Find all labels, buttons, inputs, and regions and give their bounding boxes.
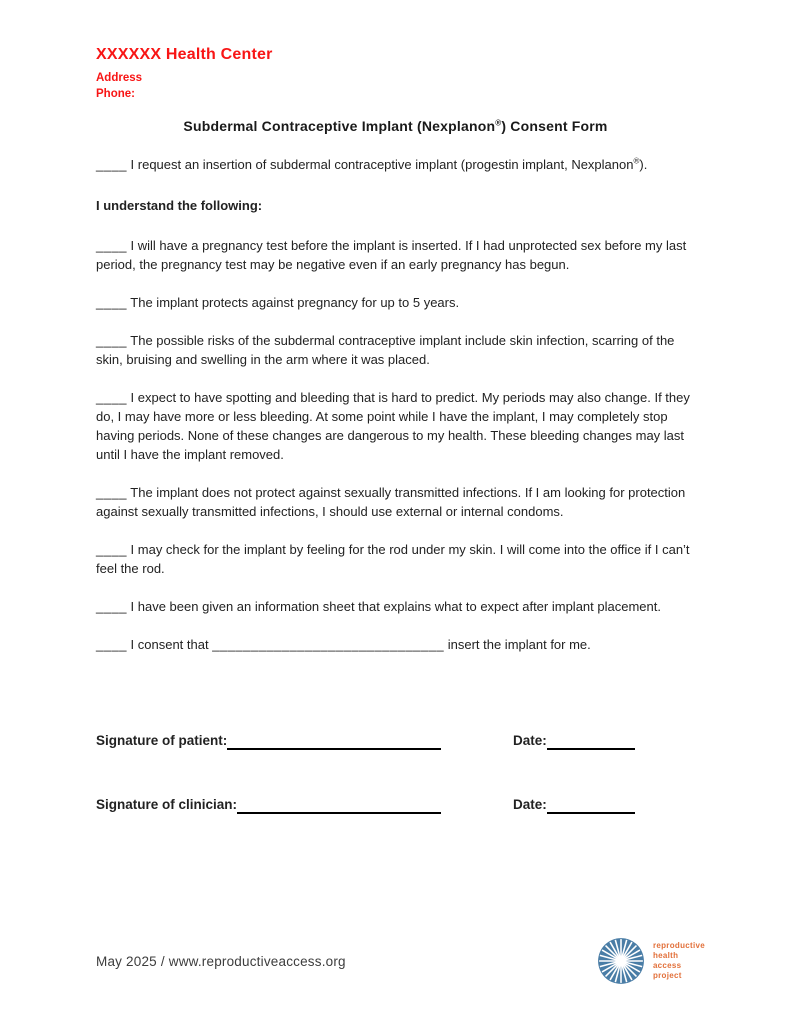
clinician-signature-line[interactable] [237, 800, 441, 814]
clinician-signature-row [96, 795, 704, 814]
date-label: Date: [513, 797, 547, 812]
statement-pregnancy-test [96, 236, 704, 274]
form-title [0, 118, 791, 134]
initials-blank[interactable]: ____ [96, 157, 127, 172]
form-title-text: Subdermal Contraceptive Implant (Nexplanon [183, 118, 496, 134]
patient-date-line[interactable] [547, 736, 635, 750]
initials-blank[interactable]: ____ [96, 542, 127, 557]
signature-section [96, 731, 704, 814]
statement-text: I have been given an information sheet that explains what to expect after implant placement. [126, 599, 661, 614]
initials-blank[interactable]: ____ [96, 333, 127, 348]
footer-text: May 2025 / www.reproductiveaccess.org [96, 953, 346, 969]
clinic-phone: Phone: [96, 88, 135, 100]
statement-information-sheet [96, 597, 704, 616]
registered-mark: ® [495, 118, 502, 128]
form-title-suffix: ) Consent Form [501, 118, 608, 134]
initials-blank[interactable]: ____ [96, 637, 127, 652]
logo-word: reproductive [652, 941, 705, 950]
patient-date-field [513, 731, 635, 750]
logo-wordmark [653, 941, 705, 981]
consent-statement [96, 635, 704, 654]
registered-mark: ® [633, 156, 640, 166]
logo-word: health [652, 951, 679, 960]
statement-text: The possible risks of the subdermal contraceptive implant include skin infection, scarring of the skin, bruising and swelling in the arm where it was placed. [96, 333, 675, 367]
initials-blank[interactable]: ____ [96, 599, 127, 614]
clinician-signature-field [96, 795, 441, 814]
form-body [96, 155, 704, 859]
request-text-suffix: ). [639, 157, 648, 172]
clinician-date-line[interactable] [547, 800, 635, 814]
initials-blank[interactable]: ____ [96, 485, 127, 500]
request-statement [96, 155, 704, 174]
patient-signature-line[interactable] [227, 736, 441, 750]
statement-text: I expect to have spotting and bleeding that is hard to predict. My periods may also change. If they do, I may have more or less bleeding. At some point while I have the implant, I may completely stop having periods. None of these changes are dangerous to my health. These bleeding changes may last until I have the implant removed. [96, 390, 690, 462]
initials-blank[interactable]: ____ [96, 238, 127, 253]
starburst-logo-icon [596, 936, 646, 986]
page-footer [96, 936, 705, 986]
patient-signature-label: Signature of patient: [96, 733, 228, 748]
statement-text: The implant protects against pregnancy for up to 5 years. [126, 295, 460, 310]
clinic-name: XXXXXX Health Center [96, 46, 273, 63]
statement-possible-risks [96, 331, 704, 369]
statement-text: I will have a pregnancy test before the implant is inserted. If I had unprotected sex before my last period, the pregnancy test may be negative even if an early pregnancy has begun. [96, 238, 687, 272]
consent-text: I consent that [126, 637, 213, 652]
statement-text: I may check for the implant by feeling for the rod under my skin. I will come into the office if I can’t feel the rod. [96, 542, 690, 576]
statement-sti-protection [96, 483, 704, 521]
request-text: I request an insertion of subdermal contraceptive implant (progestin implant, Nexplanon [126, 157, 634, 172]
logo-word: access [652, 961, 682, 970]
initials-blank[interactable]: ____ [96, 390, 127, 405]
patient-signature-row [96, 731, 704, 750]
rhap-logo [596, 936, 705, 986]
statement-check-rod [96, 540, 704, 578]
initials-blank[interactable]: ____ [96, 295, 127, 310]
clinic-address: Address [96, 72, 143, 84]
statement-protection-duration [96, 293, 704, 312]
statement-bleeding-changes [96, 388, 704, 464]
understand-heading: I understand the following: [96, 198, 263, 213]
patient-signature-field [96, 731, 441, 750]
clinic-header [96, 46, 273, 102]
clinician-signature-label: Signature of clinician: [96, 797, 238, 812]
consent-text-suffix: insert the implant for me. [444, 637, 591, 652]
logo-word: project [652, 971, 682, 980]
statement-text: The implant does not protect against sexually transmitted infections. If I am looking for protection against sexually transmitted infections, I should use external or internal condoms. [96, 485, 686, 519]
date-label: Date: [513, 733, 547, 748]
clinician-date-field [513, 795, 635, 814]
clinician-name-blank[interactable]: ______________________________ [212, 637, 445, 652]
